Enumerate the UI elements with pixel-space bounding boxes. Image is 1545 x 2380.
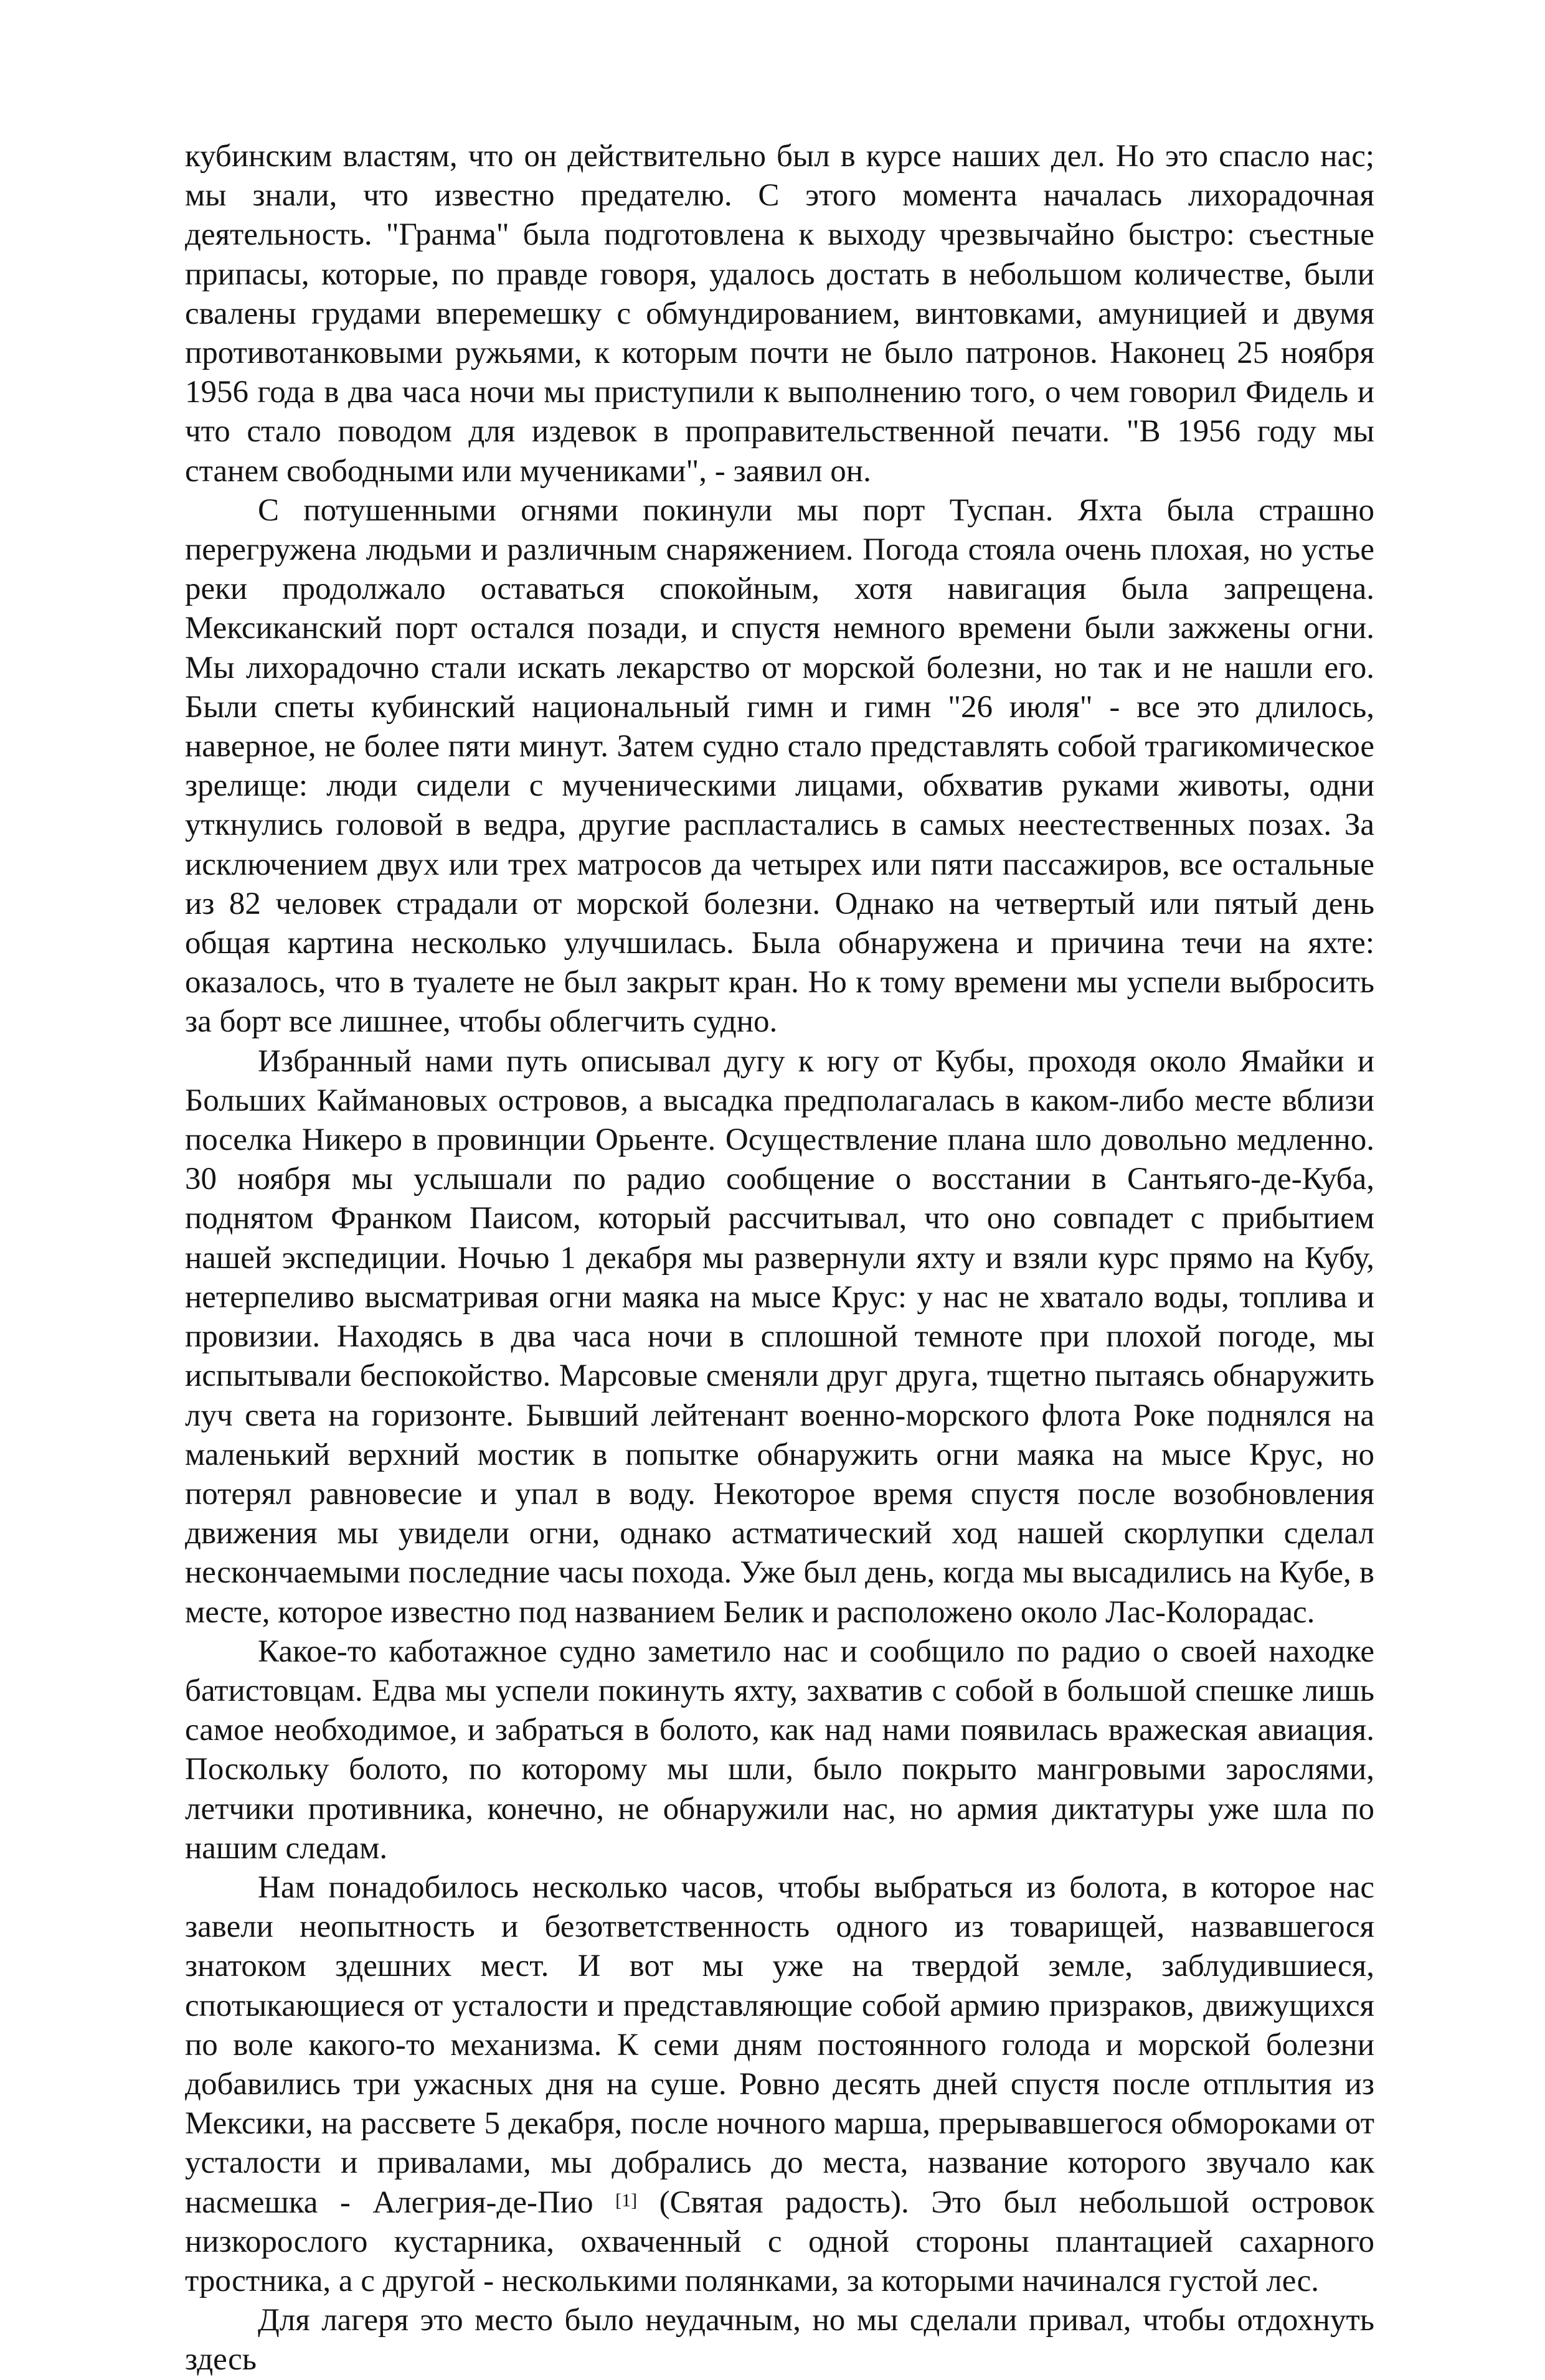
paragraph-5-text-after-ref: (Святая радость). Это был небольшой островок низкорослого кустарника, охваченный с одной стороны плантацией сахарного тростника, а с другой - несколькими полянками, за которыми начинался густой лес. <box>185 2185 1374 2298</box>
paragraph-4: Какое-то каботажное судно заметило нас и сообщило по радио о своей находке батистовцам. Едва мы успели покинуть яхту, захватив с собой в большой спешке лишь самое необходимое, и забраться в болото, как над нами появилась вражеская авиация. Поскольку болото, по которому мы шли, было покрыто мангровыми зарослями, летчики противника, конечно, не обнаружили нас, но армия диктатуры уже шла по нашим следам. <box>185 1634 1374 1866</box>
paragraph-5 <box>185 1868 1374 2301</box>
paragraph-5-text-before-ref: Нам понадобилось несколько часов, чтобы выбраться из болота, в которое нас завели неопытность и безответственность одного из товарищей, назвавшегося знатоком здешних мест. И вот мы уже на твердой земле, заблудившиеся, спотыкающиеся от усталости и представляющие собой армию призраков, движущихся по воле какого-то механизма. К семи дням постоянного голода и морской болезни добавились три ужасных дня на суше. Ровно десять дней спустя после отплытия из Мексики, на рассвете 5 декабря, после ночного марша, прерывавшегося обмороками от усталости и привалами, мы добрались до места, название которого звучало как насмешка - Алегрия-де-Пио <box>185 1870 1374 2220</box>
paragraph-6: Для лагеря это место было неудачным, но мы сделали привал, чтобы отдохнуть здесь <box>185 2303 1374 2378</box>
footnote-reference-1[interactable]: [1] <box>615 2190 638 2211</box>
body-text <box>185 137 1374 2380</box>
paragraph-1: кубинским властям, что он действительно был в курсе наших дел. Но это спасло нас; мы знали, что известно предателю. С этого момента началась лихорадочная деятельность. "Гранма" была подготовлена к выходу чрезвычайно быстро: съестные припасы, которые, по правде говоря, удалось достать в небольшом количестве, были свалены грудами вперемешку с обмундированием, винтовками, амуницией и двумя противотанковыми ружьями, к которым почти не было патронов. Наконец 25 ноября 1956 года в два часа ночи мы приступили к выполнению того, о чем говорил Фидель и что стало поводом для издевок в проправительственной печати. "В 1956 году мы станем свободными или мучениками", - заявил он. <box>185 139 1374 489</box>
paragraph-2: С потушенными огнями покинули мы порт Туспан. Яхта была страшно перегружена людьми и различным снаряжением. Погода стояла очень плохая, но устье реки продолжало оставаться спокойным, хотя навигация была запрещена. Мексиканский порт остался позади, и спустя немного времени были зажжены огни. Мы лихорадочно стали искать лекарство от морской болезни, но так и не нашли его. Были спеты кубинский национальный гимн и гимн "26 июля" - все это длилось, наверное, не более пяти минут. Затем судно стало представлять собой трагикомическое зрелище: люди сидели с мученическими лицами, обхватив руками животы, одни уткнулись головой в ведра, другие распластались в самых неестественных позах. За исключением двух или трех матросов да четырех или пяти пассажиров, все остальные из 82 человек страдали от морской болезни. Однако на четвертый или пятый день общая картина несколько улучшилась. Была обнаружена и причина течи на яхте: оказалось, что в туалете не был закрыт кран. Но к тому времени мы успели выбросить за борт все лишнее, чтобы облегчить судно. <box>185 492 1374 1040</box>
paragraph-3: Избранный нами путь описывал дугу к югу от Кубы, проходя около Ямайки и Больших Каймановых островов, а высадка предполагалась в каком-либо месте вблизи поселка Никеро в провинции Орьенте. Осуществление плана шло довольно медленно. 30 ноября мы услышали по радио сообщение о восстании в Сантьяго-де-Куба, поднятом Франком Паисом, который рассчитывал, что оно совпадет с прибытием нашей экспедиции. Ночью 1 декабря мы развернули яхту и взяли курс прямо на Кубу, нетерпеливо высматривая огни маяка на мысе Крус: у нас не хватало воды, топлива и провизии. Находясь в два часа ночи в сплошной темноте при плохой погоде, мы испытывали беспокойство. Марсовые сменяли друг друга, тщетно пытаясь обнаружить луч света на горизонте. Бывший лейтенант военно-морского флота Роке поднялся на маленький верхний мостик в попытке обнаружить огни маяка на мысе Крус, но потерял равновесие и упал в воду. Некоторое время спустя после возобновления движения мы увидели огни, однако астматический ход нашей скорлупки сделал нескончаемыми последние часы похода. Уже был день, когда мы высадились на Кубе, в месте, которое известно под названием Белик и расположено около Лас-Колорадас. <box>185 1043 1374 1630</box>
